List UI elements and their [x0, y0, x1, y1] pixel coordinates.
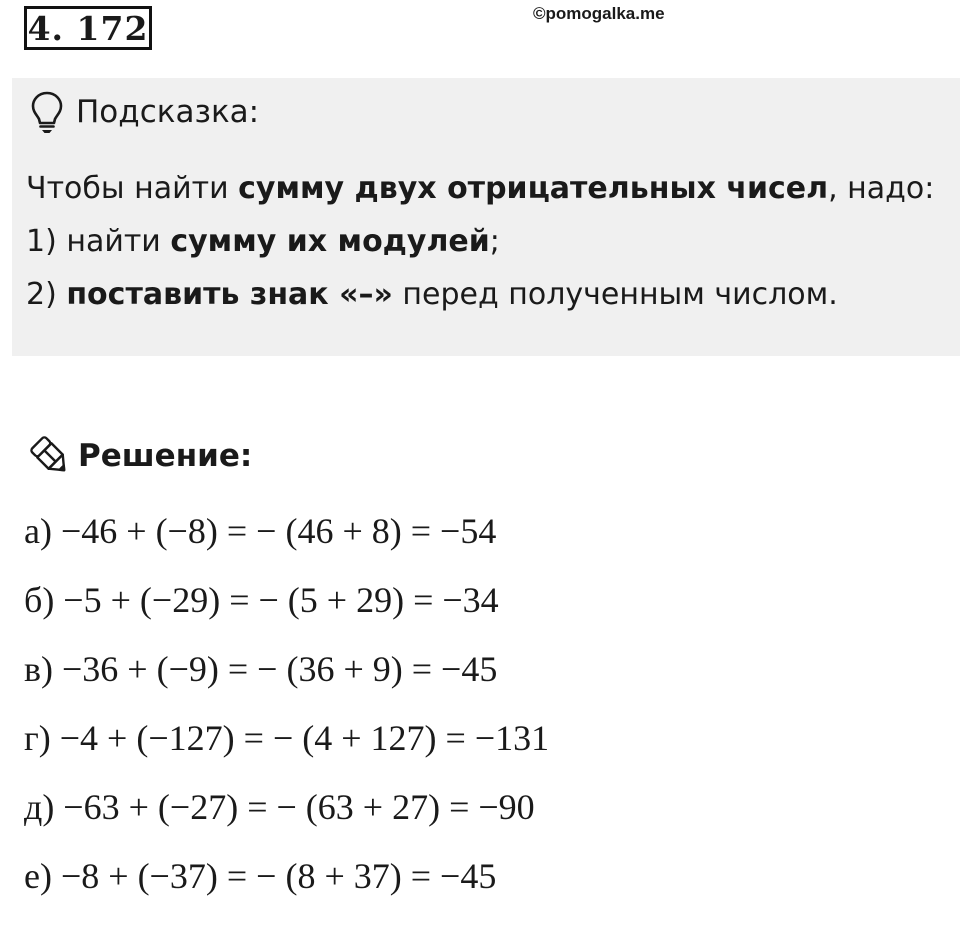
hint-line-text: ; — [489, 224, 500, 259]
hint-line-bold: сумму двух отрицательных чисел — [238, 171, 829, 206]
hint-line — [26, 215, 934, 268]
hint-line — [26, 268, 934, 321]
hint-line-text: перед полученным числом. — [392, 277, 838, 312]
hint-title: Подсказка: — [76, 94, 260, 130]
solution-header — [28, 432, 252, 480]
solution-list — [24, 500, 549, 914]
lightbulb-icon — [30, 90, 64, 134]
task-number: 4. 172 — [24, 6, 152, 50]
solution-title: Решение: — [78, 438, 253, 474]
hint-line-text: 2) — [26, 277, 67, 312]
hint-line-bold: сумму их модулей — [170, 224, 490, 259]
hint-text — [26, 162, 934, 321]
hint-line-text: 1) найти — [26, 224, 171, 259]
hint-line — [26, 162, 934, 215]
hint-header — [30, 90, 259, 134]
hint-line-bold: поставить знак «–» — [66, 277, 393, 312]
pencil-icon — [28, 434, 72, 478]
solution-item: д) −63 + (−27) = − (63 + 27) = −90 — [24, 787, 535, 827]
hint-line-text: Чтобы найти — [26, 171, 239, 206]
solution-item: б) −5 + (−29) = − (5 + 29) = −34 — [24, 580, 499, 620]
solution-item: а) −46 + (−8) = − (46 + 8) = −54 — [24, 511, 497, 551]
solution-item: е) −8 + (−37) = − (8 + 37) = −45 — [24, 856, 497, 896]
solution-item: г) −4 + (−127) = − (4 + 127) = −131 — [24, 718, 550, 758]
solution-item: в) −36 + (−9) = − (36 + 9) = −45 — [24, 649, 498, 689]
copyright-text: ©pomogalka.me — [533, 4, 665, 23]
hint-box — [12, 78, 960, 356]
hint-line-text: , надо: — [828, 171, 935, 206]
